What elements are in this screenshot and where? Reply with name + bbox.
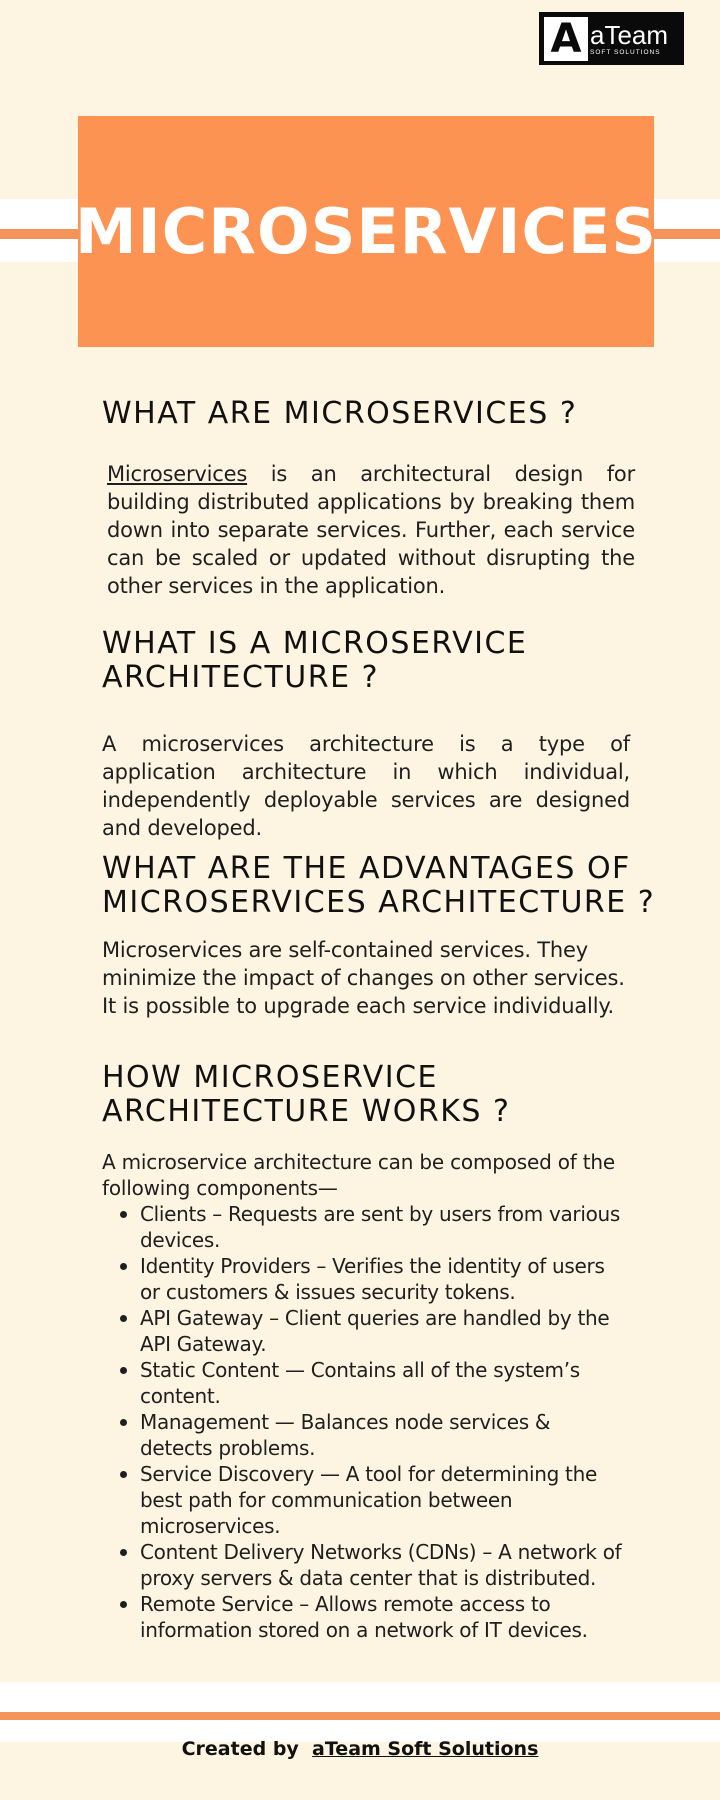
item-line: content. [140,1384,221,1408]
item-line: information stored on a network of IT devices. [140,1618,588,1642]
advantages-line: minimize the impact of changes on other services. [102,966,625,990]
what-are-body: is an architectural design for building distributed applications by breaking them down into separate services. Further, each service can be scaled or updated without disrupting the other services in the application. [107,462,635,598]
bullet-icon [120,1263,127,1270]
intro-line: A microservice architecture can be composed of the [102,1150,615,1174]
bullet-icon [120,1601,127,1608]
item-line: Content Delivery Networks (CDNs) – A network of [140,1540,622,1564]
heading-line: ARCHITECTURE WORKS ? [102,1094,511,1129]
heading-advantages [102,852,655,920]
logo-mark-letter: A [550,15,582,62]
item-line: or customers & issues security tokens. [140,1280,516,1304]
logo-subtitle: SOFT SOLUTIONS [590,48,661,56]
heading-line: WHAT IS A MICROSERVICE [102,626,528,661]
microservices-link[interactable]: Microservices [107,462,248,486]
list-item [115,1461,645,1539]
list-item [115,1201,645,1253]
list-item [115,1539,645,1591]
heading-what-are-microservices: WHAT ARE MICROSERVICES ? [102,396,578,431]
list-item [115,1305,645,1357]
heading-line: HOW MICROSERVICE [102,1060,438,1095]
hero-banner [74,116,658,347]
architecture-text: A microservices architecture is a type of application architecture in which individual, independently deployable services are designed and developed. [102,732,630,840]
item-line: API Gateway – Client queries are handled by the [140,1306,610,1330]
heading-how-it-works [102,1061,510,1129]
item-line: best path for communication between [140,1488,513,1512]
list-item [115,1357,645,1409]
footer-orange-stripe [0,1712,720,1720]
logo-text [590,21,668,57]
logo-mark [544,17,588,61]
list-item [115,1591,645,1643]
heading-line: ARCHITECTURE ? [102,660,379,695]
bullet-icon [120,1471,127,1478]
footer-credit [0,1738,720,1760]
how-works-intro [102,1149,662,1201]
components-list [115,1201,645,1643]
bullet-icon [120,1419,127,1426]
bullet-icon [120,1211,127,1218]
footer-company-link[interactable]: aTeam Soft Solutions [312,1738,539,1760]
logo-name: aTeam [590,19,669,50]
list-item [115,1253,645,1305]
brand-logo [539,12,684,65]
advantages-line: It is possible to upgrade each service individually. [102,994,615,1018]
advantages-text [102,936,662,1020]
item-line: API Gateway. [140,1332,267,1356]
what-are-microservices-text [107,460,635,600]
item-line: Management — Balances node services & [140,1410,551,1434]
item-line: Static Content — Contains all of the system’s [140,1358,580,1382]
item-line: detects problems. [140,1436,316,1460]
item-line: devices. [140,1228,221,1252]
intro-line: following components— [102,1176,338,1200]
item-line: Identity Providers – Verifies the identity of users [140,1254,605,1278]
item-line: Service Discovery — A tool for determining the [140,1462,597,1486]
item-line: microservices. [140,1514,281,1538]
bullet-icon [120,1315,127,1322]
bullet-icon [120,1367,127,1374]
list-item [115,1409,645,1461]
item-line: proxy servers & data center that is distributed. [140,1566,597,1590]
item-line: Remote Service – Allows remote access to [140,1592,551,1616]
bullet-icon [120,1549,127,1556]
heading-line: MICROSERVICES ARCHITECTURE ? [102,885,656,920]
heading-line: WHAT ARE THE ADVANTAGES OF [102,851,631,886]
footer-prefix: Created by [181,1738,299,1760]
advantages-line: Microservices are self-contained services. They [102,938,588,962]
heading-what-is-architecture [102,627,527,695]
item-line: Clients – Requests are sent by users from various [140,1202,621,1226]
page-title: MICROSERVICES [74,194,658,268]
